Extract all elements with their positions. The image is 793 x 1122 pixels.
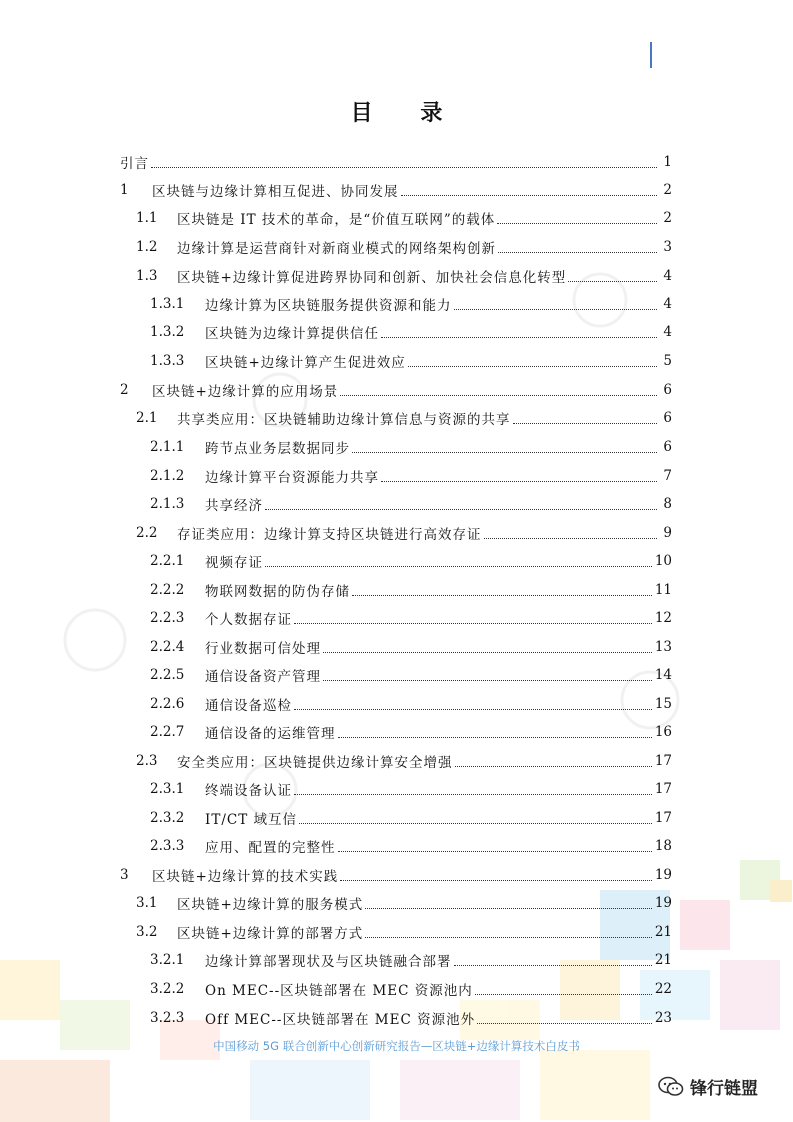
- toc-leader-dots: [323, 652, 652, 653]
- toc-page-number: 16: [654, 724, 672, 740]
- header-marker: [650, 42, 652, 68]
- toc-entry[interactable]: [120, 977, 672, 1001]
- toc-leader-dots: [484, 538, 658, 539]
- toc-entry[interactable]: [120, 406, 672, 430]
- toc-leader-dots: [513, 423, 658, 424]
- toc-section-number: 3.2.2: [150, 981, 185, 997]
- toc-leader-dots: [365, 908, 652, 909]
- toc-leader-dots: [352, 452, 657, 453]
- toc-page-number: 9: [663, 525, 672, 541]
- toc-section-number: 2.2.1: [150, 553, 185, 569]
- toc-section-title: 存证类应用：边缘计算支持区块链进行高效存证: [177, 527, 482, 543]
- toc-entry[interactable]: [120, 806, 672, 830]
- toc-leader-dots: [323, 680, 652, 681]
- toc-page-number: 17: [654, 753, 672, 769]
- toc-section-number: 2.2.5: [150, 667, 185, 683]
- toc-entry[interactable]: [120, 378, 672, 402]
- toc-section-number: 1: [120, 182, 129, 198]
- toc-entry[interactable]: [120, 920, 672, 944]
- toc-section-number: 2.1.1: [150, 439, 185, 455]
- toc-section-number: 3.2.3: [150, 1010, 185, 1026]
- toc-section-title: 终端设备认证: [205, 783, 292, 799]
- toc-section-title: 行业数据可信处理: [205, 641, 321, 657]
- toc-page-number: 19: [654, 895, 672, 911]
- toc-section-number: 2.2.6: [150, 696, 185, 712]
- toc-page-number: 4: [663, 296, 672, 312]
- toc-section-title: 区块链+边缘计算的技术实践: [152, 869, 339, 885]
- toc-section-title: IT/CT 域互信: [205, 812, 298, 828]
- toc-page-number: 19: [654, 867, 672, 883]
- toc-entry[interactable]: [120, 235, 672, 259]
- toc-section-title: 边缘计算部署现状及与区块链融合部署: [205, 954, 452, 970]
- toc-page-number: 22: [654, 981, 672, 997]
- toc-entry[interactable]: [120, 606, 672, 630]
- toc-entry[interactable]: [120, 692, 672, 716]
- toc-entry[interactable]: [120, 891, 672, 915]
- toc-leader-dots: [352, 595, 652, 596]
- toc-section-title: 通信设备的运维管理: [205, 726, 336, 742]
- toc-entry[interactable]: [120, 549, 672, 573]
- toc-leader-dots: [340, 880, 652, 881]
- brand-name: 锋行链盟: [690, 1079, 758, 1099]
- toc-leader-dots: [568, 281, 657, 282]
- toc-page-number: 21: [654, 952, 672, 968]
- toc-section-number: 1.3: [136, 268, 158, 284]
- toc-leader-dots: [475, 994, 652, 995]
- toc-entry[interactable]: [120, 663, 672, 687]
- toc-entry[interactable]: [120, 492, 672, 516]
- toc-section-number: 1.3.1: [150, 296, 185, 312]
- toc-section-number: 1.3.2: [150, 324, 185, 340]
- toc-section-number: 2.3.3: [150, 838, 185, 854]
- toc-entry[interactable]: [120, 720, 672, 744]
- toc-page-number: 8: [663, 496, 672, 512]
- toc-page-number: 3: [663, 239, 672, 255]
- toc-entry[interactable]: [120, 521, 672, 545]
- toc-section-title: 安全类应用：区块链提供边缘计算安全增强: [177, 755, 453, 771]
- toc-leader-dots: [381, 481, 657, 482]
- toc-section-title: 跨节点业务层数据同步: [205, 441, 350, 457]
- toc-leader-dots: [338, 851, 652, 852]
- toc-leader-dots: [299, 823, 652, 824]
- toc-section-number: 2.1.2: [150, 468, 185, 484]
- toc-leader-dots: [498, 252, 657, 253]
- toc-section-number: 2.2.2: [150, 582, 185, 598]
- toc-section-title: 区块链+边缘计算的应用场景: [152, 384, 339, 400]
- toc-section-title: Off MEC--区块链部署在 MEC 资源池外: [205, 1012, 476, 1028]
- toc-entry[interactable]: [120, 464, 672, 488]
- toc-leader-dots: [497, 223, 657, 224]
- toc-leader-dots: [455, 766, 652, 767]
- toc-section-number: 2.3.2: [150, 810, 185, 826]
- toc-entry[interactable]: [120, 150, 672, 174]
- toc-section-number: 2.2.7: [150, 724, 185, 740]
- toc-page-number: 2: [663, 182, 672, 198]
- toc-entry[interactable]: [120, 749, 672, 773]
- toc-leader-dots: [265, 509, 657, 510]
- toc-section-title: 区块链+边缘计算产生促进效应: [205, 355, 406, 371]
- toc-page-number: 14: [654, 667, 672, 683]
- toc-entry[interactable]: [120, 349, 672, 373]
- toc-leader-dots: [338, 737, 652, 738]
- toc-page-number: 12: [654, 610, 672, 626]
- toc-section-number: 2.3.1: [150, 781, 185, 797]
- toc-leader-dots: [477, 1023, 652, 1024]
- toc-section-number: 1.2: [136, 239, 158, 255]
- toc-entry[interactable]: [120, 1006, 672, 1030]
- toc-leader-dots: [294, 623, 652, 624]
- wechat-icon: [658, 1076, 684, 1098]
- toc-leader-dots: [381, 337, 657, 338]
- toc-page-number: 6: [663, 410, 672, 426]
- toc-leader-dots: [408, 366, 657, 367]
- toc-section-number: 2.2.4: [150, 639, 185, 655]
- toc-section-number: 1.1: [136, 210, 158, 226]
- toc-entry[interactable]: [120, 635, 672, 659]
- toc-leader-dots: [454, 965, 652, 966]
- toc-section-title: 应用、配置的完整性: [205, 840, 336, 856]
- toc-page-number: 23: [654, 1010, 672, 1026]
- toc-page-number: 13: [654, 639, 672, 655]
- toc-page-number: 10: [654, 553, 672, 569]
- toc-section-number: 3.1: [136, 895, 158, 911]
- toc-section-title: 共享经济: [205, 498, 263, 514]
- toc-page-number: 4: [663, 268, 672, 284]
- toc-leader-dots: [294, 709, 652, 710]
- toc-page-number: 6: [663, 382, 672, 398]
- toc-section-number: 2.2.3: [150, 610, 185, 626]
- toc-section-number: 2: [120, 382, 129, 398]
- toc-leader-dots: [340, 395, 657, 396]
- toc-section-title: 个人数据存证: [205, 612, 292, 628]
- toc-page-number: 18: [654, 838, 672, 854]
- toc-section-number: 2.1.3: [150, 496, 185, 512]
- toc-leader-dots: [265, 566, 652, 567]
- toc-entry[interactable]: [120, 834, 672, 858]
- toc-section-number: 2.1: [136, 410, 158, 426]
- toc-entry[interactable]: [120, 948, 672, 972]
- toc-section-title: 区块链+边缘计算的服务模式: [177, 897, 364, 913]
- toc-leader-dots: [294, 794, 652, 795]
- toc-section-number: 2.2: [136, 525, 158, 541]
- toc-entry[interactable]: [120, 578, 672, 602]
- toc-section-title: 边缘计算平台资源能力共享: [205, 470, 379, 486]
- toc-leader-dots: [454, 309, 658, 310]
- toc-entry[interactable]: [120, 435, 672, 459]
- toc-page-number: 5: [663, 353, 672, 369]
- toc-leader-dots: [365, 937, 652, 938]
- toc-section-number: 2.3: [136, 753, 158, 769]
- toc-page-number: 1: [663, 154, 672, 170]
- toc-section-title: 通信设备资产管理: [205, 669, 321, 685]
- toc-section-title: 引言: [120, 156, 149, 172]
- toc-entry[interactable]: [120, 777, 672, 801]
- toc-section-title: 区块链+边缘计算的部署方式: [177, 926, 364, 942]
- toc-page-number: 17: [654, 810, 672, 826]
- toc-entry[interactable]: [120, 206, 672, 230]
- toc-page-number: 11: [654, 582, 672, 598]
- toc-section-title: 边缘计算是运营商针对新商业模式的网络架构创新: [177, 241, 496, 257]
- toc-entry[interactable]: [120, 292, 672, 316]
- toc-section-number: 3.2: [136, 924, 158, 940]
- toc-page-number: 6: [663, 439, 672, 455]
- brand-watermark: [658, 1074, 758, 1099]
- toc-section-title: 区块链是 IT 技术的革命，是“价值互联网”的载体: [177, 212, 496, 228]
- toc-section-title: 视频存证: [205, 555, 263, 571]
- toc-page-number: 4: [663, 324, 672, 340]
- toc-section-title: 通信设备巡检: [205, 698, 292, 714]
- toc-section-title: 边缘计算为区块链服务提供资源和能力: [205, 298, 452, 314]
- toc-section-title: On MEC--区块链部署在 MEC 资源池内: [205, 983, 473, 999]
- toc-section-title: 共享类应用：区块链辅助边缘计算信息与资源的共享: [177, 412, 511, 428]
- toc-leader-dots: [401, 195, 658, 196]
- toc-section-title: 区块链与边缘计算相互促进、协同发展: [152, 184, 399, 200]
- toc-section-title: 物联网数据的防伪存储: [205, 584, 350, 600]
- toc-section-number: 3: [120, 867, 129, 883]
- toc-page-number: 7: [663, 468, 672, 484]
- toc-page-number: 17: [654, 781, 672, 797]
- page-footer: 中国移动 5G 联合创新中心创新研究报告—区块链+边缘计算技术白皮书: [213, 1039, 580, 1053]
- toc-page-number: 15: [654, 696, 672, 712]
- toc-section-title: 区块链为边缘计算提供信任: [205, 326, 379, 342]
- toc-section-number: 3.2.1: [150, 952, 185, 968]
- toc-section-number: 1.3.3: [150, 353, 185, 369]
- toc-section-title: 区块链+边缘计算促进跨界协同和创新、加快社会信息化转型: [177, 270, 567, 286]
- toc-entry[interactable]: [120, 264, 672, 288]
- toc-leader-dots: [151, 167, 657, 168]
- toc-entry[interactable]: [120, 863, 672, 887]
- toc-page-number: 21: [654, 924, 672, 940]
- toc-entry[interactable]: [120, 320, 672, 344]
- page-title: 目 录: [350, 100, 463, 126]
- toc-entry[interactable]: [120, 178, 672, 202]
- toc-page-number: 2: [663, 210, 672, 226]
